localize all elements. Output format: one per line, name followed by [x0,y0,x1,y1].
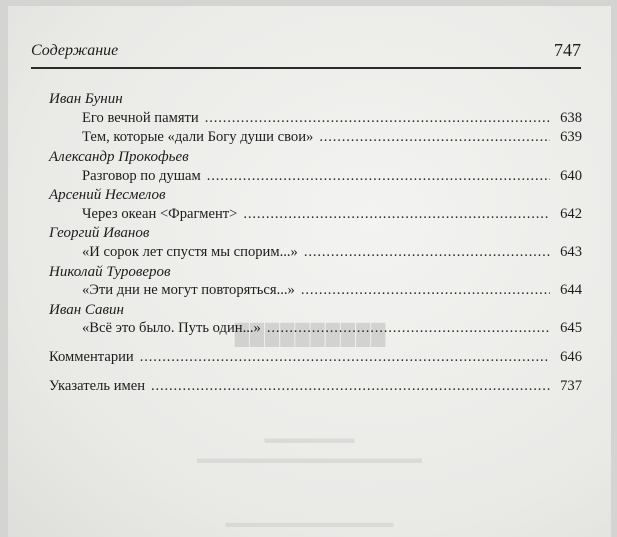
toc-entry-title: «И сорок лет спустя мы спорим...» [82,244,298,260]
toc-entry-title: Его вечной памяти [82,110,199,126]
toc-entry-page: 643 [560,244,582,260]
dot-leader [243,206,550,223]
dot-leader [301,282,550,299]
toc-entry [82,282,582,300]
toc-entry-page: 644 [560,282,582,298]
toc-entry-title: Комментарии [49,349,134,365]
toc-entry-title: «Эти дни не могут повторяться...» [82,282,295,298]
toc-author: Иван Бунин [49,91,123,107]
bleed-through-ghost-text: ▬▬▬▬▬▬ [264,431,355,447]
toc-entry [82,110,582,128]
book-page [8,6,611,537]
page-number: 747 [554,40,581,60]
toc-author: Георгий Иванов [49,225,150,241]
dot-leader [151,378,550,395]
dot-leader [205,110,550,127]
toc-author: Арсений Несмелов [49,187,166,203]
toc-entry [82,129,582,147]
toc-author: Александр Прокофьев [49,149,189,165]
header-rule [31,67,581,69]
toc-entry-title: Тем, которые «дали Богу души свои» [82,129,314,145]
toc-entry-page: 645 [560,320,582,336]
toc-author: Николай Туроверов [49,264,171,280]
bleed-through-ghost-text: ██████████ [233,324,386,346]
toc-entry-page: 640 [560,168,582,184]
dot-leader [267,320,550,337]
toc-entry-commentary [49,349,582,367]
toc-entry-name-index [49,378,582,396]
dot-leader [140,349,550,366]
toc-entry [82,168,582,186]
toc-entry-page: 642 [560,206,582,222]
toc-entry-page: 737 [560,378,582,394]
toc-entry-page: 639 [560,129,582,145]
toc-author: Иван Савин [49,302,124,318]
bleed-through-ghost-text: ▬▬▬▬▬▬▬▬▬▬▬▬ [225,516,394,531]
toc-entry-title: Разговор по душам [82,168,201,184]
running-header-title: Содержание [31,42,119,59]
running-header [31,42,581,64]
toc-entry-page: 646 [560,349,582,365]
toc-entry-page: 638 [560,110,582,126]
dot-leader [319,129,550,146]
toc-entry [82,320,582,338]
toc-entry-title: «Всё это было. Путь один...» [82,320,261,336]
toc-entry-title: Указатель имен [49,378,146,394]
toc-entry [82,206,582,224]
bleed-through-ghost-text: ▬▬▬▬▬▬▬▬▬▬▬▬▬▬▬ [197,451,422,467]
dot-leader [304,244,550,261]
toc-entry-title: Через океан <Фрагмент> [82,206,238,222]
toc-entry [82,244,582,262]
dot-leader [207,168,550,185]
